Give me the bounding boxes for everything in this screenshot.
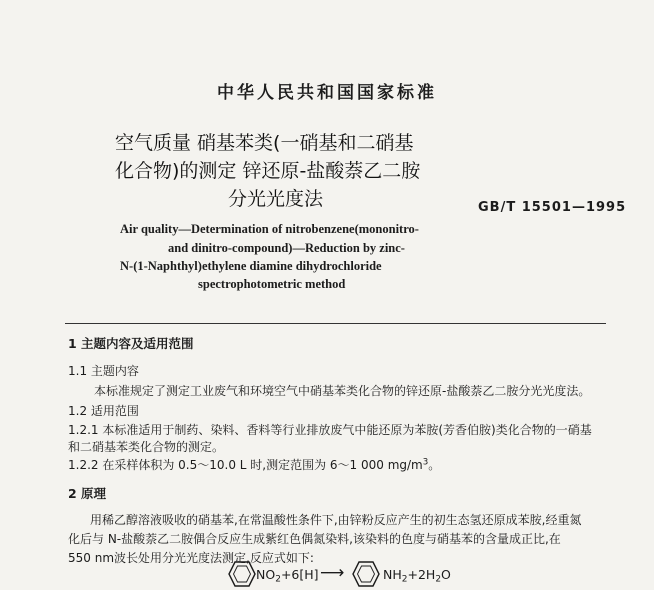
benzene-ring-icon bbox=[228, 561, 256, 587]
standard-number: GB/T 15501—1995 bbox=[478, 200, 627, 215]
title-en-line4: spectrophotometric method bbox=[198, 277, 346, 291]
reaction-arrow-icon: ⟶ bbox=[320, 563, 345, 583]
section1-2-1-line1: 1.2.1 本标准适用于制药、染料、香料等行业排放废气中能还原为苯胺(芳香伯胺)类化合物的一硝基 bbox=[68, 423, 592, 437]
equation-reactant: $NO_2+6[H]$ bbox=[256, 567, 319, 585]
equation-product: $NH_2+2H_2O$ bbox=[383, 567, 451, 585]
section1-1-text: 本标准规定了测定工业废气和环境空气中硝基苯类化合物的锌还原-盐酸萘乙二胺分光光度法。 bbox=[94, 384, 591, 398]
section2-heading: 2 原理 bbox=[68, 486, 107, 501]
section1-2-1-line2: 和二硝基苯类化合物的测定。 bbox=[68, 440, 225, 454]
header-divider bbox=[65, 323, 606, 324]
title-cn-line1: 空气质量 硝基苯类(一硝基和二硝基 bbox=[115, 132, 414, 154]
section2-line2: 化后与 N-盐酸萘乙二胺偶合反应生成紫红色偶氮染料,该染料的色度与硝基苯的含量成正比,在 bbox=[68, 532, 561, 546]
title-cn-line3: 分光光度法 bbox=[228, 188, 324, 210]
title-en-line1: Air quality—Determination of nitrobenzene(mononitro- bbox=[120, 222, 419, 236]
section2-line3: 550 nm波长处用分光光度法测定,反应式如下: bbox=[68, 551, 314, 565]
section1-2-heading: 1.2 适用范围 bbox=[68, 404, 139, 418]
national-standard-heading: 中华人民共和国国家标准 bbox=[217, 83, 437, 103]
title-en-line2: and dinitro-compound)—Reduction by zinc- bbox=[168, 241, 405, 255]
section1-2-2-text: 1.2.2 在采样体积为 0.5～10.0 L 时,测定范围为 6～1 000 $mg/m^3$。 bbox=[68, 457, 441, 472]
section1-1-heading: 1.1 主题内容 bbox=[68, 364, 139, 378]
section1-heading: 1 主题内容及适用范围 bbox=[68, 336, 194, 351]
title-en-line3: N-(1-Naphthyl)ethylene diamine dihydrochloride bbox=[120, 259, 382, 273]
benzene-ring-icon bbox=[352, 561, 380, 587]
title-cn-line2: 化合物)的测定 锌还原-盐酸萘乙二胺 bbox=[115, 160, 421, 182]
section2-line1: 用稀乙醇溶液吸收的硝基苯,在常温酸性条件下,由锌粉反应产生的初生态氢还原成苯胺,经重氮 bbox=[90, 513, 582, 527]
